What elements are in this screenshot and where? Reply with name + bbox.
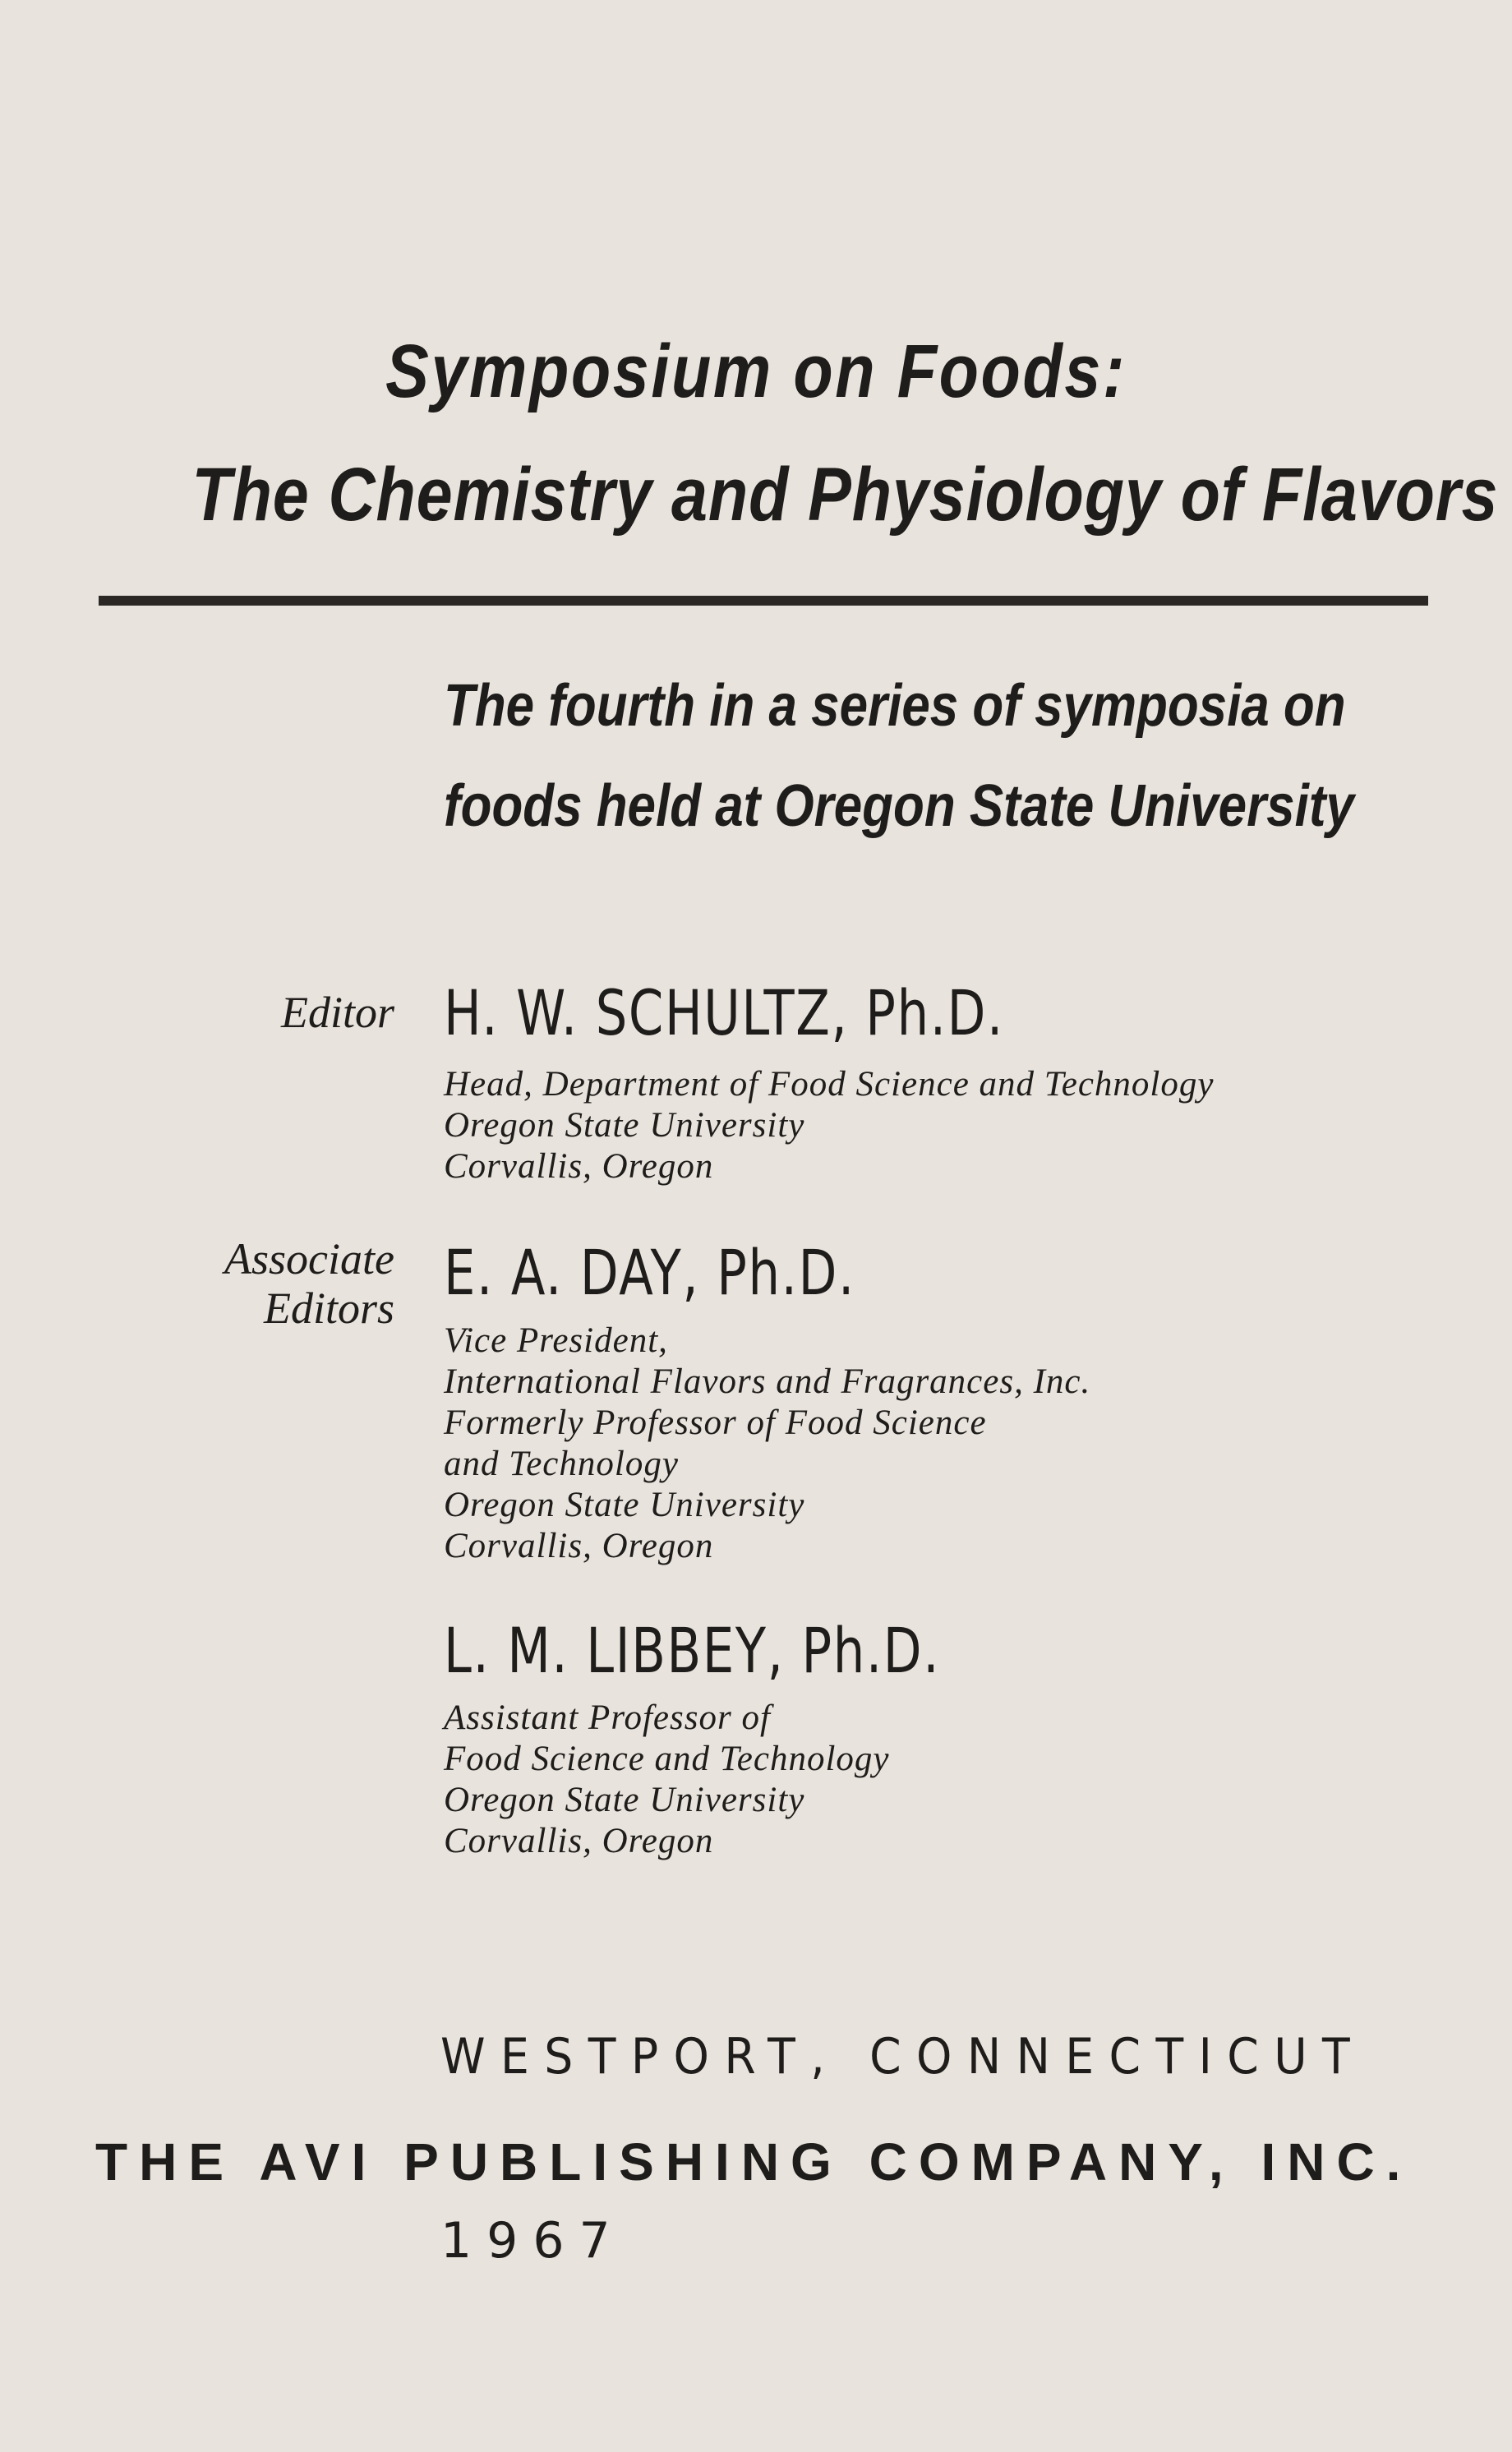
title-line-2: The Chemistry and Physiology of Flavors: [191, 453, 1499, 537]
associate-editor-affiliation-2: [444, 1698, 889, 1862]
editor-role-label: Editor: [280, 988, 394, 1037]
affiliation-line: Corvallis, Oregon: [444, 1527, 714, 1565]
subtitle-line-2: foods held at Oregon State University: [444, 773, 1354, 839]
affiliation-line: Food Science and Technology: [444, 1740, 890, 1778]
title-line-1: Symposium on Foods:: [385, 330, 1127, 413]
imprint-year: 1967: [440, 2212, 625, 2270]
editor-affiliation-line: Head, Department of Food Science and Technology: [444, 1065, 1215, 1104]
affiliation-line: Oregon State University: [444, 1781, 805, 1819]
associate-role-line-2: Editors: [263, 1284, 394, 1333]
associate-editors-role-label: [224, 1234, 394, 1333]
imprint-city: WESTPORT, CONNECTICUT: [440, 2028, 1366, 2086]
affiliation-line: Corvallis, Oregon: [444, 1822, 714, 1860]
associate-editor-name-1: E. A. DAY, Ph.D.: [444, 1236, 855, 1309]
affiliation-line: and Technology: [444, 1445, 679, 1483]
editor-name: H. W. SCHULTZ, Ph.D.: [444, 976, 1004, 1049]
affiliation-line: Oregon State University: [444, 1486, 805, 1524]
subtitle-line-1: The fourth in a series of symposia on: [444, 673, 1346, 739]
affiliation-line: Formerly Professor of Food Science: [444, 1403, 987, 1442]
editor-affiliation-line: Corvallis, Oregon: [444, 1147, 714, 1186]
associate-editor-affiliation-1: [444, 1320, 1090, 1567]
associate-editor-name-2: L. M. LIBBEY, Ph.D.: [444, 1614, 941, 1687]
affiliation-line: Assistant Professor of: [444, 1698, 771, 1737]
affiliation-line: International Flavors and Fragrances, Inc.: [444, 1362, 1091, 1401]
title-rule: [99, 596, 1428, 606]
associate-role-line-1: Associate: [224, 1234, 394, 1284]
editor-affiliation: [444, 1064, 1214, 1187]
affiliation-line: Vice President,: [444, 1321, 668, 1360]
editor-affiliation-line: Oregon State University: [444, 1106, 805, 1145]
imprint-publisher: THE AVI PUBLISHING COMPANY, INC.: [95, 2132, 1413, 2192]
